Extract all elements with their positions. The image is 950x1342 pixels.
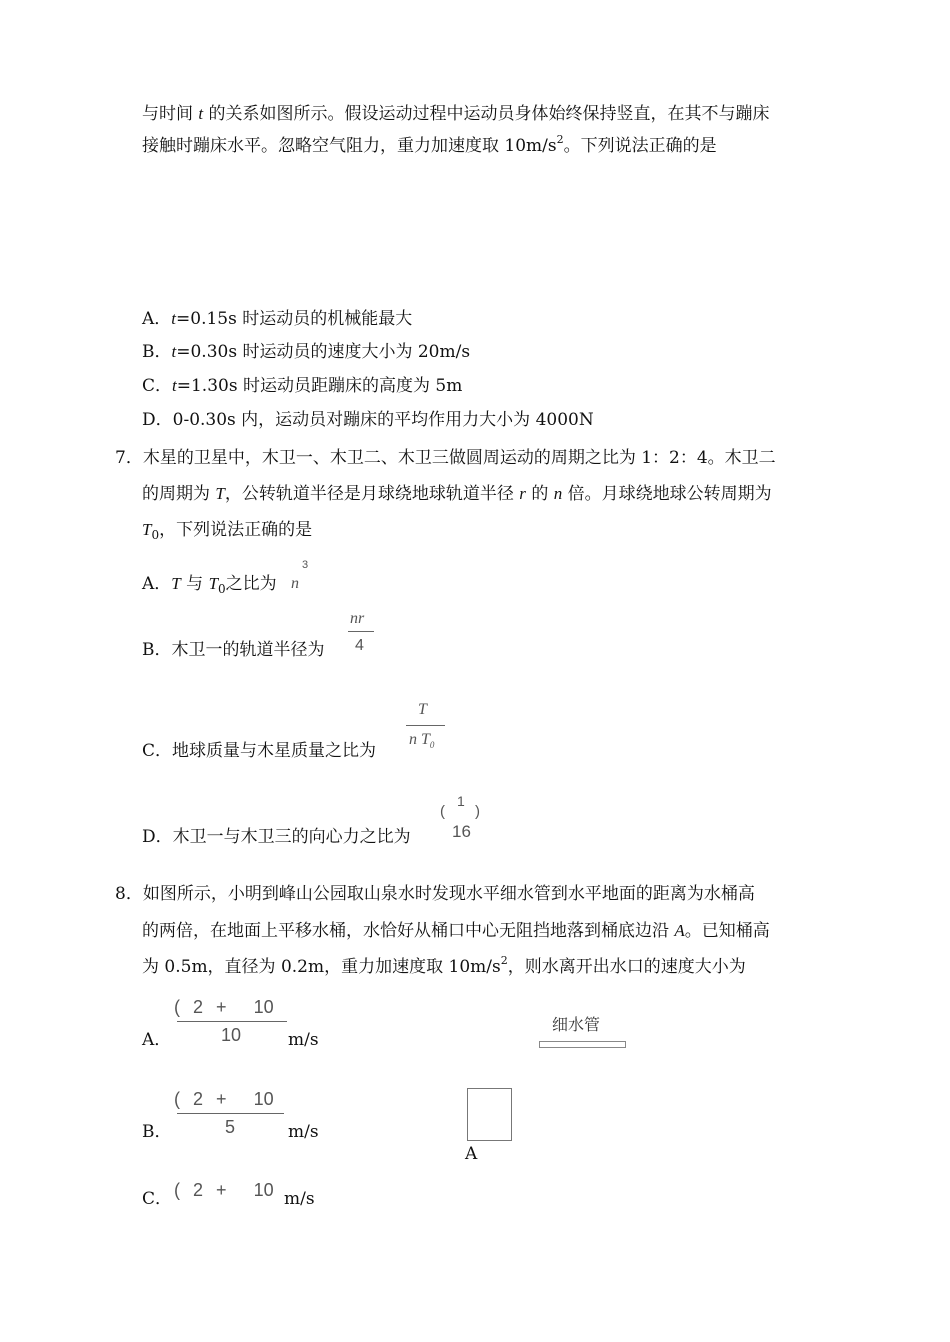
var-T0: T	[208, 574, 219, 593]
var-r: r	[519, 484, 526, 503]
q8-line-2	[142, 921, 770, 941]
subscript: 0	[151, 528, 160, 542]
q7d-paren-right: )	[475, 803, 480, 820]
text: ，则水离开出水口的速度大小为	[507, 957, 746, 977]
option-text: =0.15s 时运动员的机械能最大	[176, 309, 413, 329]
var-T: T	[215, 484, 225, 503]
sqrt-2: 2	[193, 1180, 204, 1200]
q8-option-c-label: C．	[142, 1189, 173, 1209]
text: 倍。月球绕地球公转周期为	[567, 484, 772, 504]
figure-point-label: A	[465, 1144, 478, 1164]
q8b-fraction-bar	[177, 1113, 284, 1114]
q8-line-3	[142, 954, 746, 977]
var-T: T	[142, 520, 152, 539]
q6-option-c	[142, 376, 462, 396]
option-text: 0-0.30s 内，运动员对蹦床的平均作用力大小为 4000N	[172, 410, 594, 430]
q7d-denominator: 16	[452, 822, 471, 841]
q8c-numerator	[174, 1180, 274, 1200]
q7c-fraction-bar	[406, 725, 445, 726]
q7b-denominator: 4	[355, 637, 364, 654]
option-text: =1.30s 时运动员距蹦床的高度为 5m	[176, 376, 463, 396]
q8-option-b-label: B．	[142, 1122, 172, 1142]
q8b-numerator	[174, 1089, 274, 1109]
q6-option-a	[142, 309, 412, 329]
q7-option-a	[142, 574, 277, 594]
var-n: n	[553, 484, 563, 503]
var-t: t	[172, 376, 177, 395]
text: ，下列说法正确的是	[159, 520, 313, 540]
var-t: t	[171, 309, 177, 328]
plus: +	[216, 1089, 227, 1109]
figure-bucket	[467, 1088, 512, 1141]
figure-pipe-label: 细水管	[552, 1017, 601, 1034]
q8c-unit: m/s	[284, 1189, 315, 1209]
q7-option-b	[142, 640, 325, 660]
intro-line-2	[142, 133, 717, 156]
sqrt-2: 2	[193, 997, 204, 1017]
q8b-unit: m/s	[288, 1122, 319, 1142]
text: 的周期为	[142, 484, 210, 504]
option-text: 木卫一与木卫三的向心力之比为	[172, 827, 411, 847]
q7a-formula-exponent: 3	[302, 559, 309, 571]
q8b-denominator: 5	[225, 1117, 236, 1137]
q7d-numerator: 1	[457, 793, 465, 809]
plus: +	[216, 997, 227, 1017]
subscript: 0	[429, 740, 435, 751]
sqrt-10: 10	[253, 1180, 274, 1200]
text: 。下列说法正确的是	[563, 136, 717, 156]
q7a-formula-n: n	[291, 575, 299, 592]
text: 为 0.5m，直径为 0.2m，重力加速度取 10m/s	[142, 957, 501, 977]
option-text: 地球质量与木星质量之比为	[172, 741, 377, 761]
sqrt-10: 10	[253, 1089, 274, 1109]
text: 之比为	[225, 574, 277, 594]
q8-line-1	[115, 884, 755, 904]
option-label: A．	[142, 309, 172, 329]
q8-option-a-label: A．	[142, 1030, 172, 1050]
option-label: D．	[142, 410, 173, 430]
text: 与时间	[142, 104, 193, 124]
q6-option-d	[142, 410, 594, 430]
denominator-text: n T	[409, 731, 430, 748]
text: 木星的卫星中，木卫一、木卫二、木卫三做圆周运动的周期之比为 1：2：4。木卫二	[142, 448, 776, 468]
sqrt-2: 2	[193, 1089, 204, 1109]
q8a-denominator: 10	[221, 1025, 242, 1045]
q7b-fraction-bar	[348, 631, 374, 632]
sqrt-10: 10	[253, 997, 274, 1017]
paren: (	[174, 1089, 180, 1109]
option-label: C．	[142, 376, 173, 396]
paren: (	[174, 997, 180, 1017]
option-label: B．	[142, 640, 172, 660]
text: 的关系如图所示。假设运动过程中运动员身体始终保持竖直，在其不与蹦床	[208, 104, 770, 124]
q8a-fraction-bar	[177, 1021, 287, 1022]
q7d-paren-left: (	[440, 803, 445, 820]
var-t: t	[171, 342, 177, 361]
q8a-numerator	[174, 997, 274, 1017]
q7-option-d	[142, 827, 411, 847]
q7-line-1	[115, 448, 776, 468]
option-label: B．	[142, 342, 172, 362]
option-label: D．	[142, 827, 173, 847]
q7-line-2	[142, 484, 772, 504]
paren: (	[174, 1180, 180, 1200]
q8a-unit: m/s	[288, 1030, 319, 1050]
text: 的两倍，在地面上平移水桶，水恰好从桶口中心无阻挡地落到桶底边沿	[142, 921, 669, 941]
intro-line-1	[142, 104, 770, 124]
option-text: 木卫一的轨道半径为	[171, 640, 325, 660]
question-number: 7．	[115, 448, 143, 468]
question-number: 8．	[115, 884, 143, 904]
plus: +	[216, 1180, 227, 1200]
figure-pipe	[539, 1041, 626, 1048]
text: 如图所示，小明到峰山公园取山泉水时发现水平细水管到水平地面的距离为水桶高	[142, 884, 755, 904]
q7c-numerator: T	[418, 701, 427, 718]
q7c-denominator	[409, 730, 434, 755]
var-t: t	[198, 104, 204, 123]
q7-line-3	[142, 520, 312, 540]
var-T: T	[171, 574, 181, 593]
text: 接触时蹦床水平。忽略空气阻力，重力加速度取 10m/s	[142, 136, 557, 156]
var-A: A	[674, 921, 685, 940]
superscript: 2	[500, 954, 508, 967]
text: 与	[186, 574, 204, 594]
q6-option-b	[142, 342, 470, 362]
text: ，公转轨道半径是月球绕地球轨道半径	[224, 484, 514, 504]
text: 。已知桶高	[684, 921, 770, 941]
superscript: 2	[556, 133, 564, 146]
option-label: A．	[142, 574, 172, 594]
option-label: C．	[142, 741, 173, 761]
q7b-numerator: nr	[350, 610, 365, 627]
text: 的	[531, 484, 549, 504]
q7-option-c	[142, 741, 376, 761]
subscript: 0	[218, 582, 226, 596]
option-text: =0.30s 时运动员的速度大小为 20m/s	[176, 342, 471, 362]
